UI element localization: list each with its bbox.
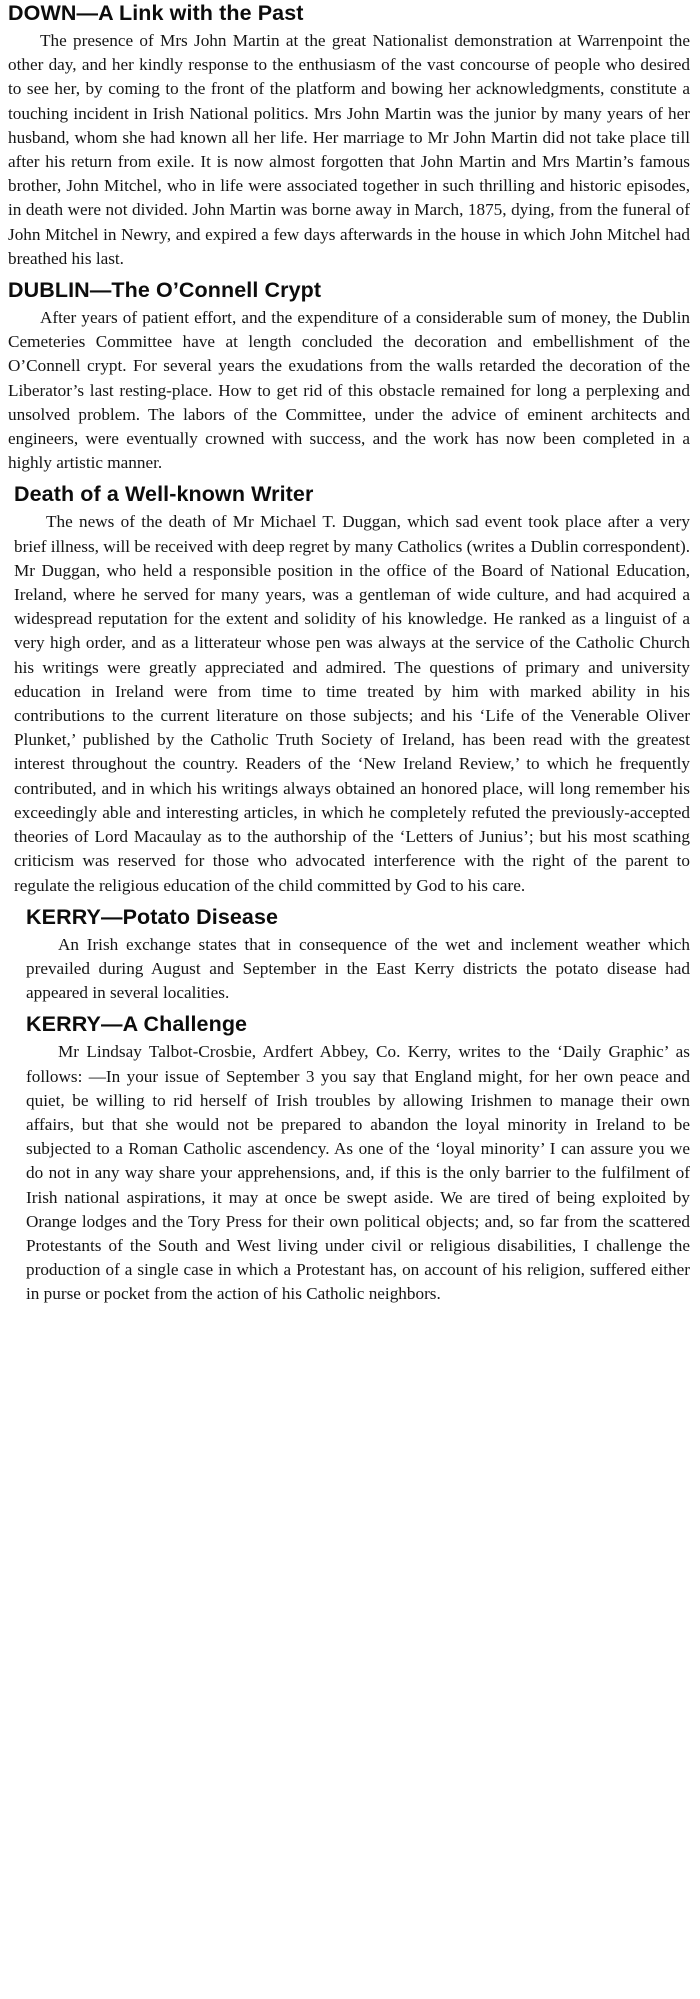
- article-body: The presence of Mrs John Martin at the great Nationalist demonstration at Warrenpoint the other day, and her kindly response to the enthusiasm of the vast concourse of people who desired to see her, by coming to the front of the platform and bowing her acknowledgments, constitute a touching incident in Irish National politics. Mrs John Martin was the junior by many years of her husband, whom she had known all her life. Her marriage to Mr John Martin did not take place till after his return from exile. It is now almost forgotten that John Martin and Mrs Martin’s famous brother, John Mitchel, who in life were associated together in such thrilling and historic episodes, in death were not divided. John Martin was borne away in March, 1875, dying, from the funeral of John Mitchel in Newry, and expired a few days afterwards in the house in which John Mitchel had breathed his last.: [8, 31, 690, 268]
- article-headline: DOWN—A Link with the Past: [8, 1, 304, 25]
- article-death-of-writer: [8, 481, 690, 897]
- article-headline: KERRY—A Challenge: [26, 1012, 248, 1037]
- article-headline: Death of a Well-known Writer: [14, 482, 314, 507]
- article-headline: DUBLIN—The O’Connell Crypt: [8, 278, 322, 303]
- article-body: The news of the death of Mr Michael T. Duggan, which sad event took place after a very brief illness, will be received with deep regret by many Catholics (writes a Dublin correspondent). Mr Duggan, who held a responsible position in the office of the Board of National Education, Ireland, where he served for many years, was a gentleman of wide culture, and had acquired a widespread reputation for the extent and solidity of his knowledge. He ranked as a linguist of a very high order, and as a litterateur whose pen was always at the service of the Catholic Church his writings were greatly appreciated and admired. The questions of primary and university education in Ireland were from time to time treated by him with marked ability in his contributions to the current literature on those subjects; and his ‘Life of the Venerable Oliver Plunket,’ published by the Catholic Truth Society of Ireland, has been read with the greatest interest throughout the country. Readers of the ‘New Ireland Review,’ to which he frequently contributed, and in which his writings always obtained an honored place, will long remember his exceedingly able and interesting articles, in which he completely refuted the previously-accepted theories of Lord Macaulay as to the authorship of the ‘Letters of Junius’; but his most scathing criticism was reserved for those who advocated interference with the right of the parent to regulate the religious education of the child committed by God to his care.: [14, 512, 690, 895]
- article-kerry-challenge: [8, 1011, 690, 1306]
- article-dublin: [8, 277, 690, 475]
- article-down: [8, 0, 690, 271]
- article-body: An Irish exchange states that in consequence of the wet and inclement weather which prevailed during August and September in the East Kerry districts the potato disease had appeared in several localities.: [26, 934, 690, 1003]
- article-kerry-potato: [8, 904, 690, 1006]
- article-body: Mr Lindsay Talbot-Crosbie, Ardfert Abbey, Co. Kerry, writes to the ‘Daily Graphic’ as follows: —In your issue of September 3 you say that England might, for her own peace and quiet, be willing to rid herself of Irish troubles by allowing Irishmen to manage their own affairs, but that she would not be prepared to abandon the loyal minority in Ireland to be subjected to a Roman Catholic ascendency. As one of the ‘loyal minority’ I can assure you we do not in any way share your apprehensions, and, if this is the only barrier to the fulfilment of Irish national aspirations, it may at once be swept aside. We are tired of being exploited by Orange lodges and the Tory Press for their own political objects; and, so far from the scattered Protestants of the South and West living under civil or religious disabilities, I challenge the production of a single case in which a Protestant has, on account of his religion, suffered either in purse or pocket from the action of his Catholic neighbors.: [26, 1042, 690, 1304]
- article-body: After years of patient effort, and the expenditure of a considerable sum of money, the Dublin Cemeteries Committee have at length concluded the decoration and embellishment of the O’Connell crypt. For several years the exudations from the walls retarded the decoration of the Liberator’s last resting-place. How to get rid of this obstacle remained for long a perplexing and unsolved problem. The labors of the Committee, under the advice of eminent architects and engineers, were eventually crowned with success, and the work has now been completed in a highly artistic manner.: [8, 308, 690, 473]
- article-headline: KERRY—Potato Disease: [26, 904, 279, 929]
